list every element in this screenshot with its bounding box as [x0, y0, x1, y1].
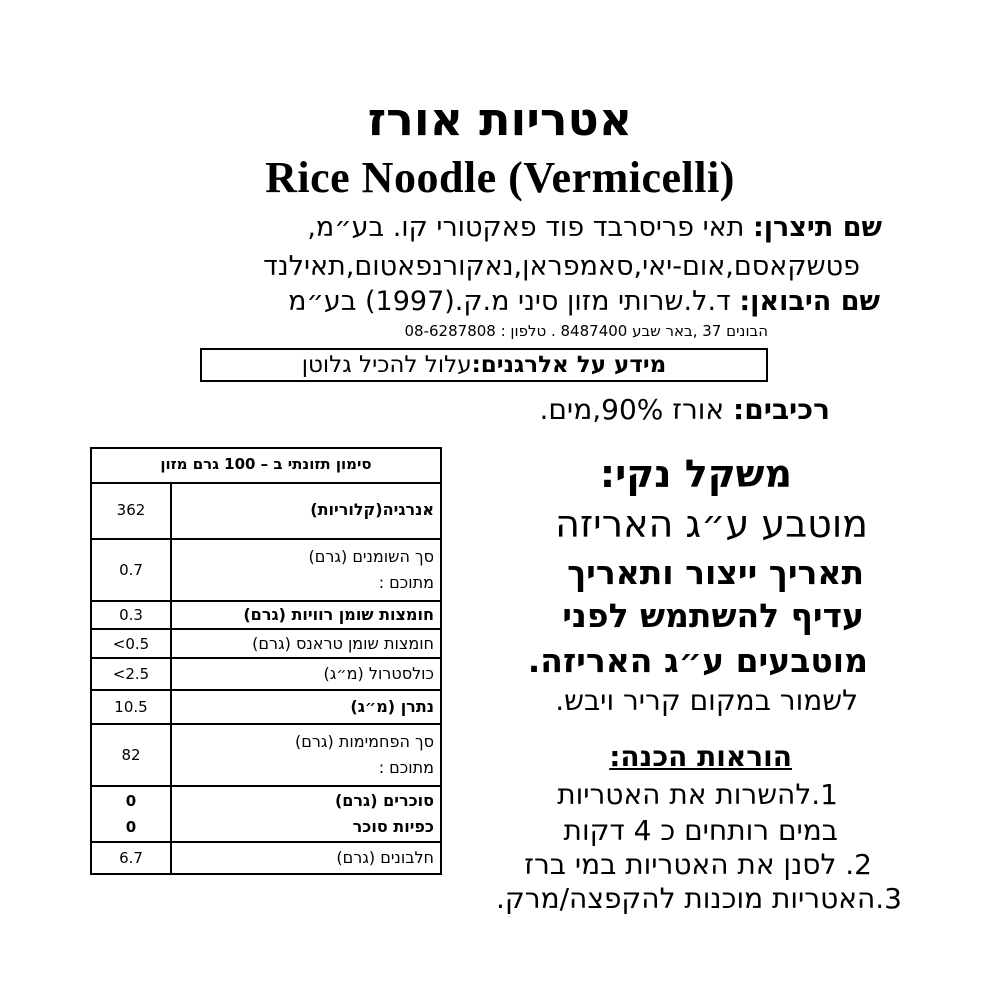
nutrition-row-protein: [92, 843, 440, 873]
nutrition-row-saturated-fat: [92, 602, 440, 630]
product-title-english: Rice Noodle (Vermicelli): [265, 153, 735, 202]
manufacturer-name: תאי פריסרבד פוד פאקטורי קו. בע״מ,: [307, 212, 753, 243]
nutrition-row-total-fat: [92, 540, 440, 602]
nutrition-value: 6.7: [92, 843, 172, 873]
nutrition-label: סך הפחמימות (גרם) מתוכם :: [295, 732, 434, 777]
nutrition-label: נתרן (מ״ג): [350, 697, 434, 716]
nutrition-row-trans-fat: [92, 630, 440, 659]
nutrition-value: 0 0: [92, 787, 172, 841]
nutrition-label: סך השומנים (גרם) מתוכם :: [308, 547, 434, 592]
allergen-label: מידע על אלרגנים:: [471, 352, 667, 378]
ingredients-value: אורז 90%,מים.: [539, 393, 734, 426]
nutrition-label: סוכרים (גרם) כפיות סוכר: [334, 791, 434, 836]
allergen-value: עלול להכיל גלוטן: [301, 352, 472, 378]
importer-address: הבונים 37 ,באר שבע 8487400 . טלפון : 08-6287808: [404, 322, 768, 340]
nutrition-row-sugars: [92, 787, 440, 843]
nutrition-row-energy: [92, 482, 440, 540]
preparation-step: 3.האטריות מוכנות להקפצה/מרק.: [496, 882, 902, 915]
nutrition-row-cholesterol: [92, 659, 440, 691]
nutrition-value: <0.5: [92, 630, 172, 657]
date-note-line: מוטבעים ע״ג האריזה.: [527, 641, 868, 680]
ingredients-line: [539, 393, 830, 426]
nutrition-label: חומצות שומן רוויות (גרם): [243, 605, 434, 624]
nutrition-row-sodium: [92, 691, 440, 725]
nutrition-row-carbohydrates: [92, 725, 440, 787]
preparation-step: 1.להשרות את האטריות: [557, 778, 838, 811]
nutrition-label: אנרגיה(קלוריות): [310, 500, 434, 519]
nutrition-value: 0.7: [92, 540, 172, 600]
importer-name: ד.ל.שרותי מזון סיני מ.ק.(1997) בע״מ: [288, 286, 740, 317]
date-note-line: מוטבע ע״ג האריזה: [555, 502, 868, 546]
net-weight-label: משקל נקי:: [599, 452, 792, 496]
nutrition-value: 362: [92, 482, 172, 538]
product-title-hebrew: אטריות אורז: [367, 92, 633, 146]
allergen-box: [200, 348, 768, 382]
preparation-title: הוראות הכנה:: [609, 740, 792, 773]
nutrition-label: חלבונים (גרם): [336, 848, 434, 867]
importer-line: [288, 286, 880, 317]
importer-label: שם היבואן:: [739, 286, 880, 317]
date-note-line: תאריך ייצור ותאריך: [567, 553, 864, 592]
date-note-line: עדיף להשתמש לפני: [562, 596, 864, 635]
nutrition-label: חומצות שומן טראנס (גרם): [252, 633, 434, 653]
nutrition-value: 82: [92, 725, 172, 785]
nutrition-value: 10.5: [92, 691, 172, 723]
nutrition-label: כולסטרול (מ״ג): [323, 664, 434, 683]
manufacturer-line: [307, 212, 882, 243]
nutrition-value: 0.3: [92, 602, 172, 628]
preparation-step: 2. לסנן את האטריות במי ברז: [524, 848, 872, 881]
nutrition-table-header: סימון תזונתי ב – 100 גרם מזון: [92, 449, 440, 484]
ingredients-label: רכיבים:: [733, 393, 830, 426]
manufacturer-address: פטשקאסם,אום-יאי,סאמפראן,נאקורנפאטום,תאילנד: [263, 251, 860, 282]
nutrition-table: [90, 447, 442, 875]
preparation-step: במים רותחים כ 4 דקות: [563, 814, 838, 847]
nutrition-value: <2.5: [92, 659, 172, 689]
storage-instructions: לשמור במקום קריר ויבש.: [555, 684, 858, 717]
manufacturer-label: שם תיצרן:: [752, 212, 882, 243]
